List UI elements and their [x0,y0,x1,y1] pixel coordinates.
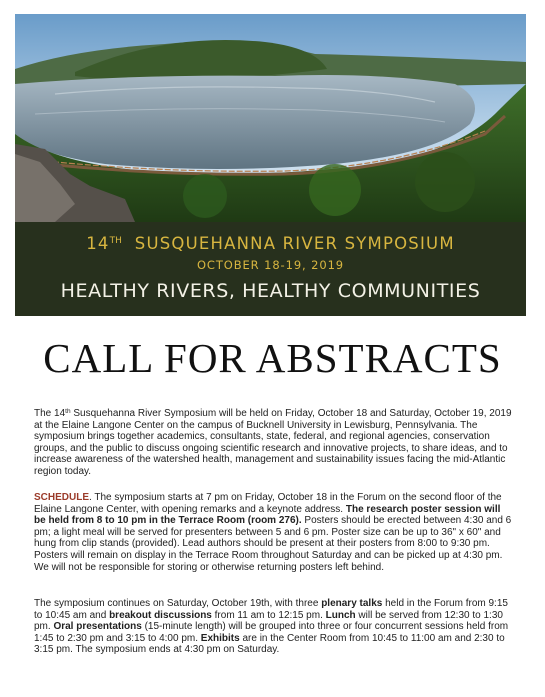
saturday-text-2: held in the Forum from 9:15 to 10:45 am and [34,598,508,621]
exhibits-highlight: Exhibits [200,632,240,644]
call-for-abstracts-heading: CALL FOR ABSTRACTS [43,335,502,381]
breakout-discussions-highlight: breakout discussions [109,609,212,621]
schedule-text-1: . The symposium starts at 7 pm on Friday, October 18 in the Forum on the second floor of the Elaine Langone Center, with opening remarks and a keynote address. [34,492,502,515]
schedule-label: SCHEDULE [34,492,90,503]
symposium-name: SUSQUEHANNA RIVER SYMPOSIUM [134,234,455,253]
intro-paragraph [34,406,512,478]
ordinal-suffix: TH [109,236,122,246]
symposium-title [15,234,526,253]
intro-text-1: The 14 [34,408,66,419]
river-landscape-illustration [15,14,526,222]
symposium-dates: OCTOBER 18-19, 2019 [196,258,345,272]
saturday-text-3: from 11 am to 12:15 pm. [211,609,326,621]
symposium-number: 14 [86,234,110,253]
saturday-text-4: will be served from 12:30 to 1:30 pm. [34,609,503,633]
saturday-text-5: (15-minute length) will be grouped into three or four concurrent sessions held from 1:45 to 2:30 pm and 3:15 to 4:00 pm. [34,621,509,644]
saturday-text-1: The symposium continues on Saturday, October 19th, with three [34,598,322,609]
intro-text-2: Susquehanna River Symposium will be held on Friday, October 18 and Saturday, October 19, 2019 at the Elaine Langone Center on the campus of Bucknell University in Lewisburg, Pennsylvania. The symposium brings together academics, consultants, state, federal, and regional agencies, conservation groups, and the public to discuss ongoing scientific research and innovative projects, to share ideas, and to increase awareness of the watershed health, management and sustainability issues facing the mid-Atlantic region today. [34,408,512,477]
lunch-highlight: Lunch [325,609,356,621]
saturday-paragraph [34,598,512,656]
plenary-talks-highlight: plenary talks [321,598,383,609]
symposium-theme: HEALTHY RIVERS, HEALTHY COMMUNITIES [60,280,481,302]
intro-superscript: th [65,408,71,415]
river-landscape-photo [15,14,526,222]
schedule-paragraph [34,492,512,573]
saturday-text-6: are in the Center Room from 10:45 to 11:00 am and 2:30 to 3:15 pm. The symposium ends at 4:30 pm on Saturday. [34,632,505,656]
symposium-banner [15,222,526,316]
schedule-text-2: Posters should be erected between 4:30 and 6 pm; a light meal will be served for presenters between 5 and 6 pm. Poster size can be up to 36" x 60" and hung from clip stands (provided). Lead authors should be present at their posters from 8:00 to 9:30 pm. Posters will remain on display in the Terrace Room throughout Saturday and can be picked up at 4:30 pm. We will not be responsible for storing or otherwise returning posters left behind. [34,515,512,573]
poster-session-highlight: The research poster session will be held from 8 to 10 pm in the Terrace Room (room 276). [34,503,501,527]
oral-presentations-highlight: Oral presentations [53,621,142,633]
